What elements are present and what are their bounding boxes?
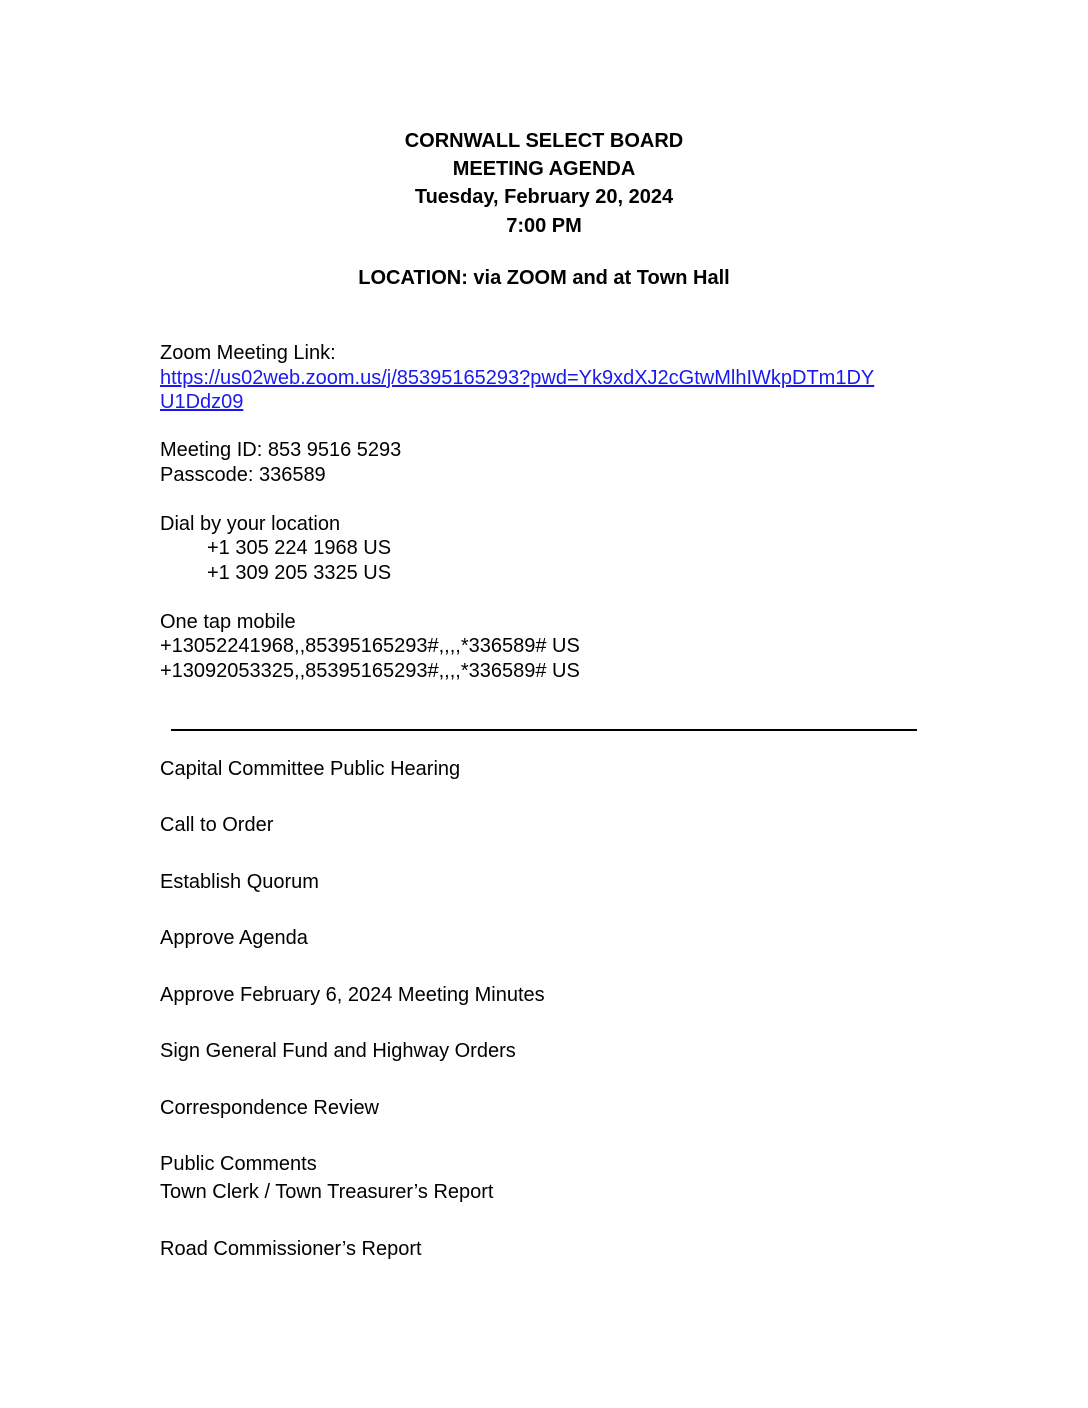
organization-title: CORNWALL SELECT BOARD <box>404 130 684 152</box>
zoom-link-label: Zoom Meeting Link: <box>160 342 336 364</box>
dial-number: +1 309 205 3325 US <box>207 562 392 584</box>
one-tap-number: +13052241968,,85395165293#,,,,*336589# US <box>160 635 580 657</box>
dial-number: +1 305 224 1968 US <box>207 537 392 559</box>
agenda-item: Approve Agenda <box>160 927 308 949</box>
agenda-item: Establish Quorum <box>160 871 319 893</box>
agenda-title: MEETING AGENDA <box>452 158 636 180</box>
agenda-item: Call to Order <box>160 814 274 836</box>
section-divider <box>171 729 917 731</box>
dial-label: Dial by your location <box>160 513 341 535</box>
one-tap-label: One tap mobile <box>160 611 296 633</box>
agenda-item: Approve February 6, 2024 Meeting Minutes <box>160 984 545 1006</box>
passcode: Passcode: 336589 <box>160 464 326 486</box>
agenda-item: Public Comments <box>160 1153 317 1175</box>
one-tap-number: +13092053325,,85395165293#,,,,*336589# US <box>160 660 580 682</box>
agenda-item: Town Clerk / Town Treasurer’s Report <box>160 1181 494 1203</box>
meeting-location: LOCATION: via ZOOM and at Town Hall <box>358 267 730 289</box>
meeting-time: 7:00 PM <box>506 215 582 237</box>
meeting-id: Meeting ID: 853 9516 5293 <box>160 439 402 461</box>
agenda-item: Road Commissioner’s Report <box>160 1238 422 1260</box>
meeting-date: Tuesday, February 20, 2024 <box>414 186 674 208</box>
agenda-item: Sign General Fund and Highway Orders <box>160 1040 516 1062</box>
zoom-meeting-link-continued[interactable]: U1Ddz09 <box>160 391 244 413</box>
zoom-meeting-link[interactable]: https://us02web.zoom.us/j/85395165293?pwd=Yk9xdXJ2cGtwMlhIWkpDTm1DY <box>160 367 875 389</box>
agenda-item: Correspondence Review <box>160 1097 380 1119</box>
agenda-item: Capital Committee Public Hearing <box>160 758 461 780</box>
